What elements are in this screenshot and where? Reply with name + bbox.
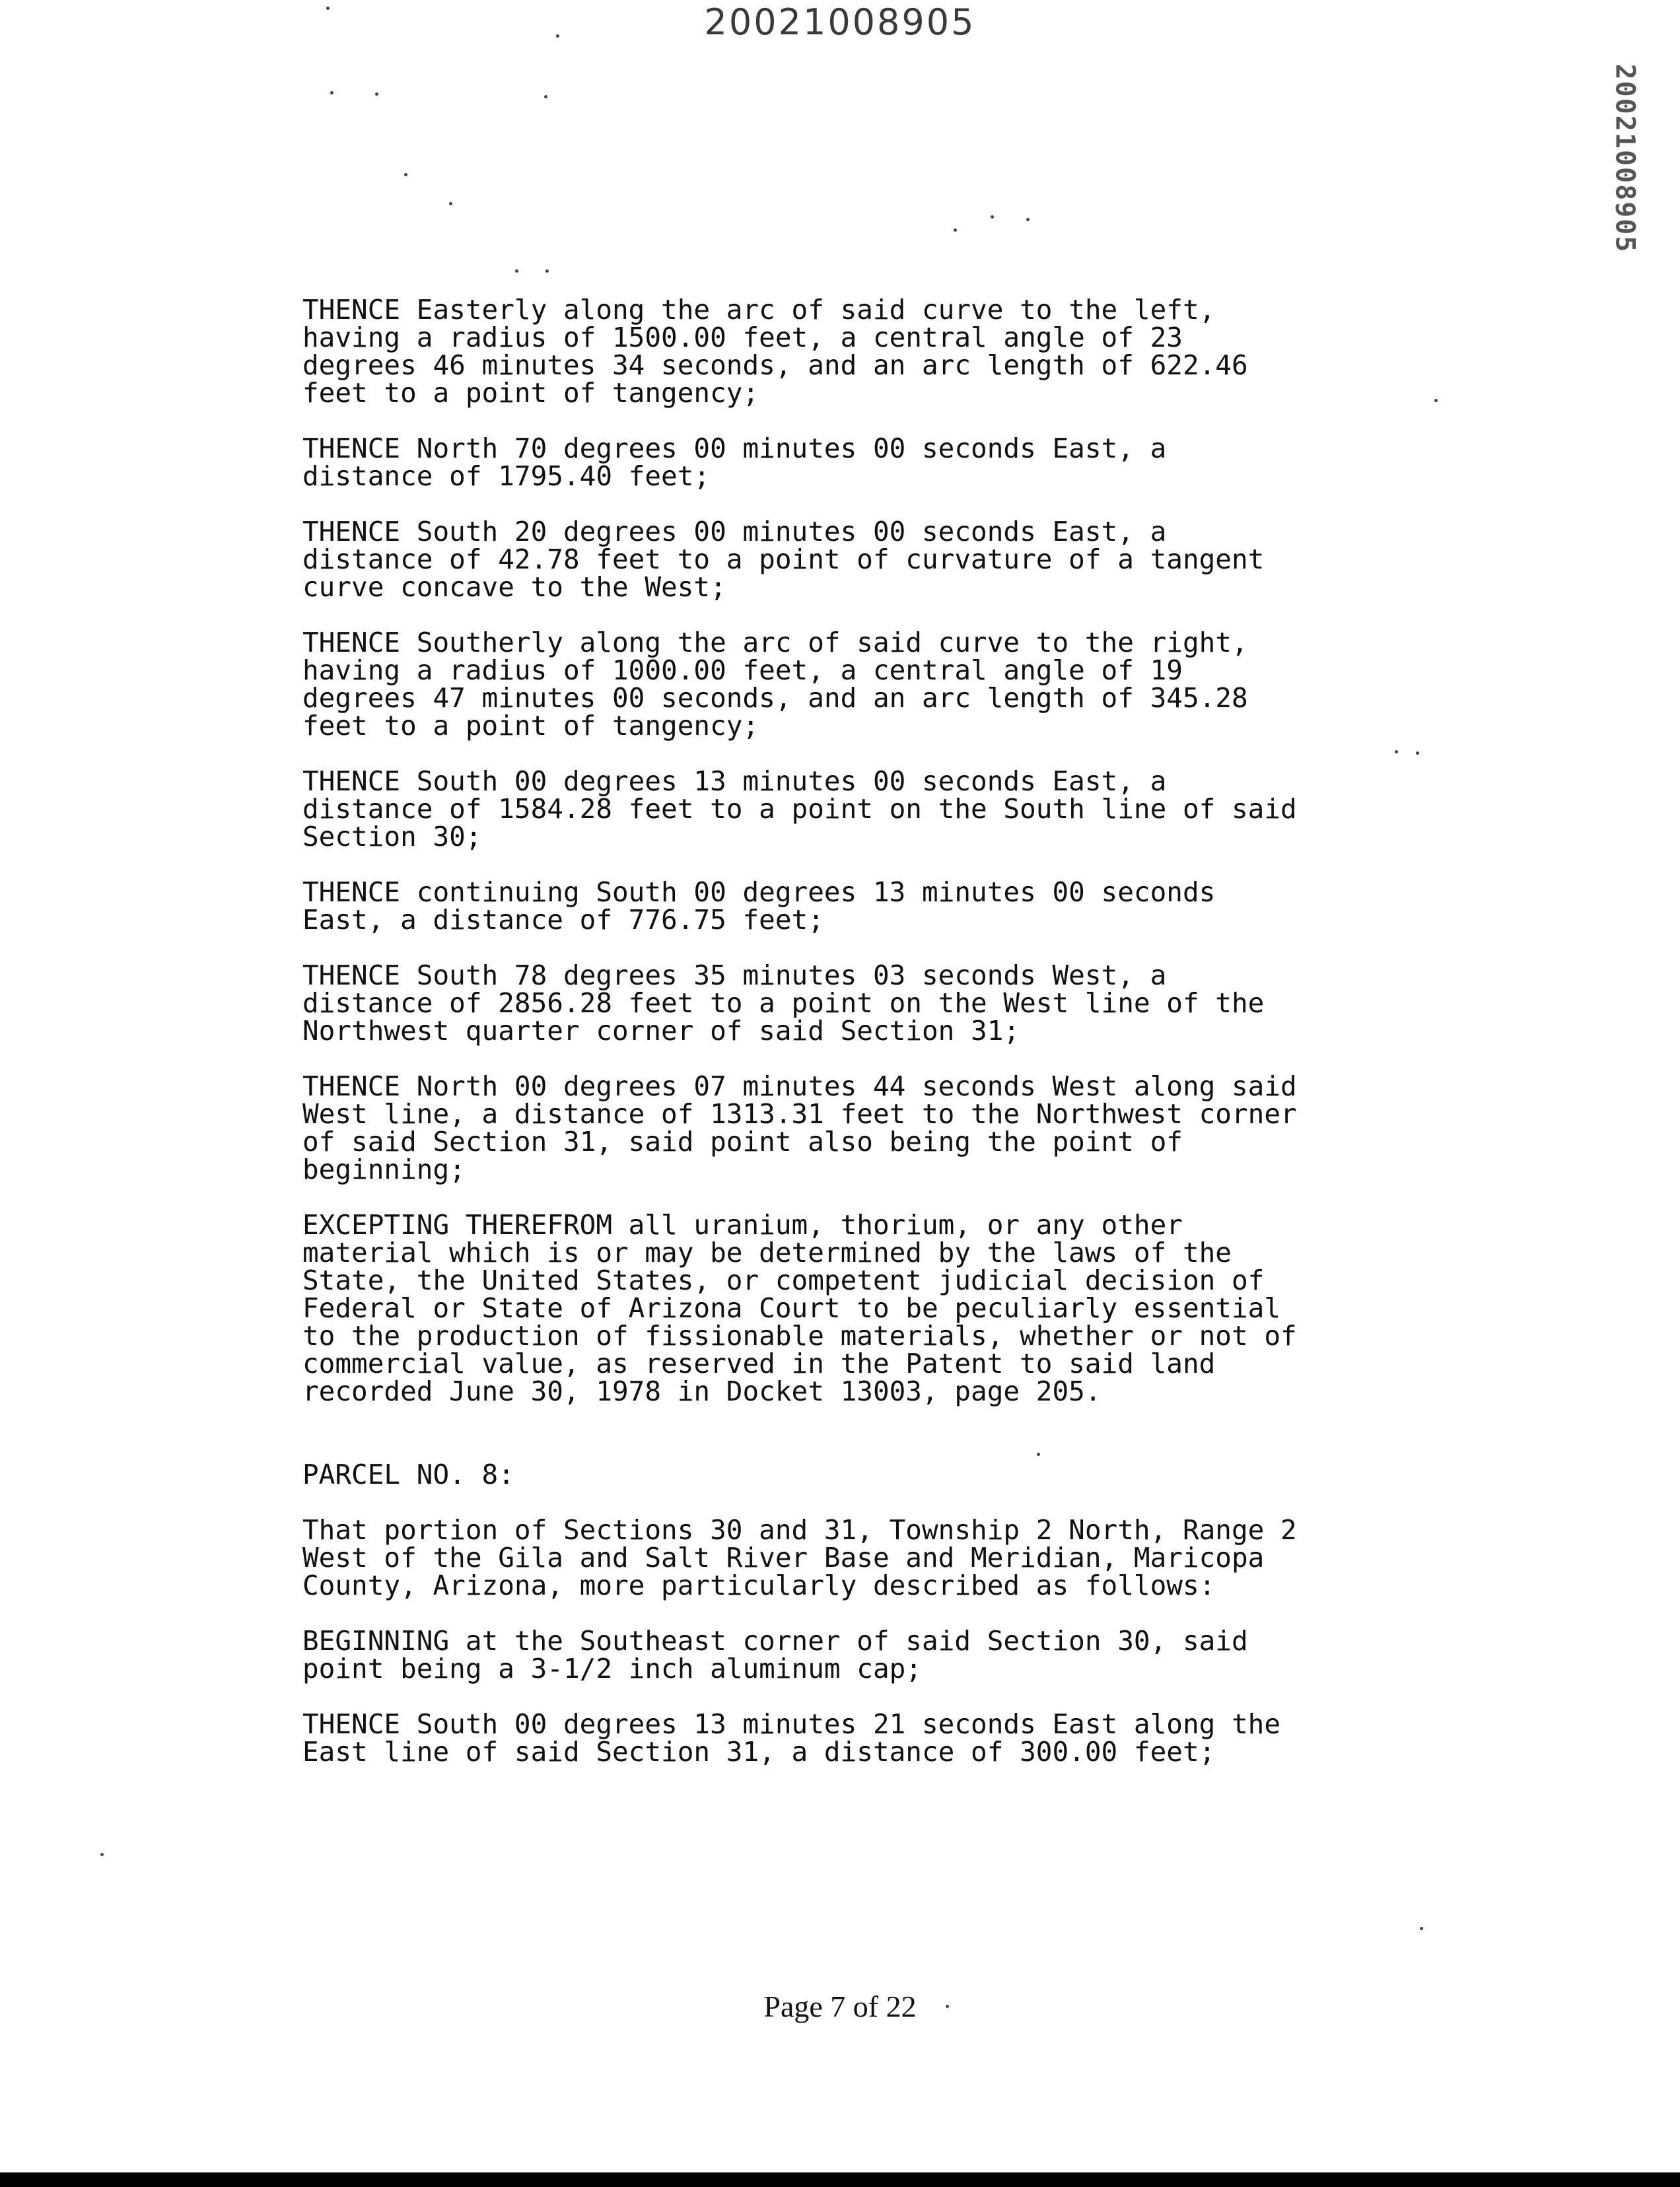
scan-speck — [954, 228, 957, 232]
scan-speck — [545, 269, 549, 273]
scan-speck — [1420, 1927, 1423, 1930]
paragraph-thence-continuing: THENCE continuing South 00 degrees 13 minutes 00 seconds East, a distance of 776.75 feet; — [302, 876, 1216, 936]
scan-speck — [1026, 218, 1030, 221]
paragraph-parcel-beginning: BEGINNING at the Southeast corner of said Section 30, said point being a 3-1/2 inch aluminum cap; — [302, 1625, 1248, 1684]
paragraph-thence-south-78: THENCE South 78 degrees 35 minutes 03 seconds West, a distance of 2856.28 feet to a point on the West line of the Northwest quarter corner of said Section 31; — [302, 959, 1265, 1047]
bottom-scan-border — [0, 2172, 1680, 2187]
scan-speck — [100, 1853, 104, 1856]
paragraph-thence-south-00: THENCE South 00 degrees 13 minutes 00 seconds East, a distance of 1584.28 feet to a point on the South line of said Section 30; — [302, 765, 1297, 852]
scan-speck — [404, 173, 407, 176]
paragraph-thence-south-20: THENCE South 20 degrees 00 minutes 00 seconds East, a distance of 42.78 feet to a point of curvature of a tangent curve concave to the West; — [302, 516, 1265, 603]
paragraph-thence-easterly: THENCE Easterly along the arc of said curve to the left, having a radius of 1500.00 feet, a central angle of 23 degrees 46 minutes 34 seconds, and an arc length of 622.46 feet to a point of tangency; — [302, 294, 1248, 409]
side-stamp-text: 20021008905 — [1609, 63, 1640, 254]
scan-speck — [556, 34, 559, 38]
scan-speck — [515, 269, 518, 273]
scan-speck — [449, 202, 452, 205]
scan-speck — [544, 95, 547, 98]
paragraph-parcel-portion: That portion of Sections 30 and 31, Township 2 North, Range 2 West of the Gila and Salt River Base and Meridian, Maricopa County, Arizona, more particularly described as follows: — [302, 1514, 1297, 1601]
scan-speck — [326, 7, 330, 10]
side-stamp — [1598, 63, 1651, 254]
paragraph-excepting: EXCEPTING THEREFROM all uranium, thorium, or any other material which is or may be determined by the laws of the State, the United States, or competent judicial decision of Federal or State of Arizona Court to be peculiarly essential to the production of fissionable materials, whether or not of commercial value, as reserved in the Patent to said land recorded June 30, 1978 in Docket 13003, page 205. — [302, 1209, 1297, 1407]
parcel-heading: PARCEL NO. 8: — [302, 1459, 514, 1490]
scan-speck — [375, 92, 378, 96]
page-number: Page 7 of 22 — [763, 1990, 917, 2023]
paragraph-thence-north-70: THENCE North 70 degrees 00 minutes 00 seconds East, a distance of 1795.40 feet; — [302, 433, 1167, 492]
paragraph-parcel-thence: THENCE South 00 degrees 13 minutes 21 seconds East along the East line of said Section 31, a distance of 300.00 feet; — [302, 1708, 1281, 1768]
paragraph-thence-north-00: THENCE North 00 degrees 07 minutes 44 seconds West along said West line, a distance of 1313.31 feet to the Northwest corner of said Section 31, said point also being the point of beginning; — [302, 1070, 1297, 1185]
scan-speck — [330, 91, 333, 94]
paragraph-thence-southerly: THENCE Southerly along the arc of said curve to the right, having a radius of 1000.00 feet, a central angle of 19 degrees 47 minutes 00 seconds, and an arc length of 345.28 feet to a point of tangency; — [302, 627, 1248, 742]
document-body — [302, 296, 1465, 1793]
document-number: 20021008905 — [704, 1, 976, 43]
scan-speck — [991, 215, 994, 219]
parcel-section — [302, 1461, 1465, 1766]
